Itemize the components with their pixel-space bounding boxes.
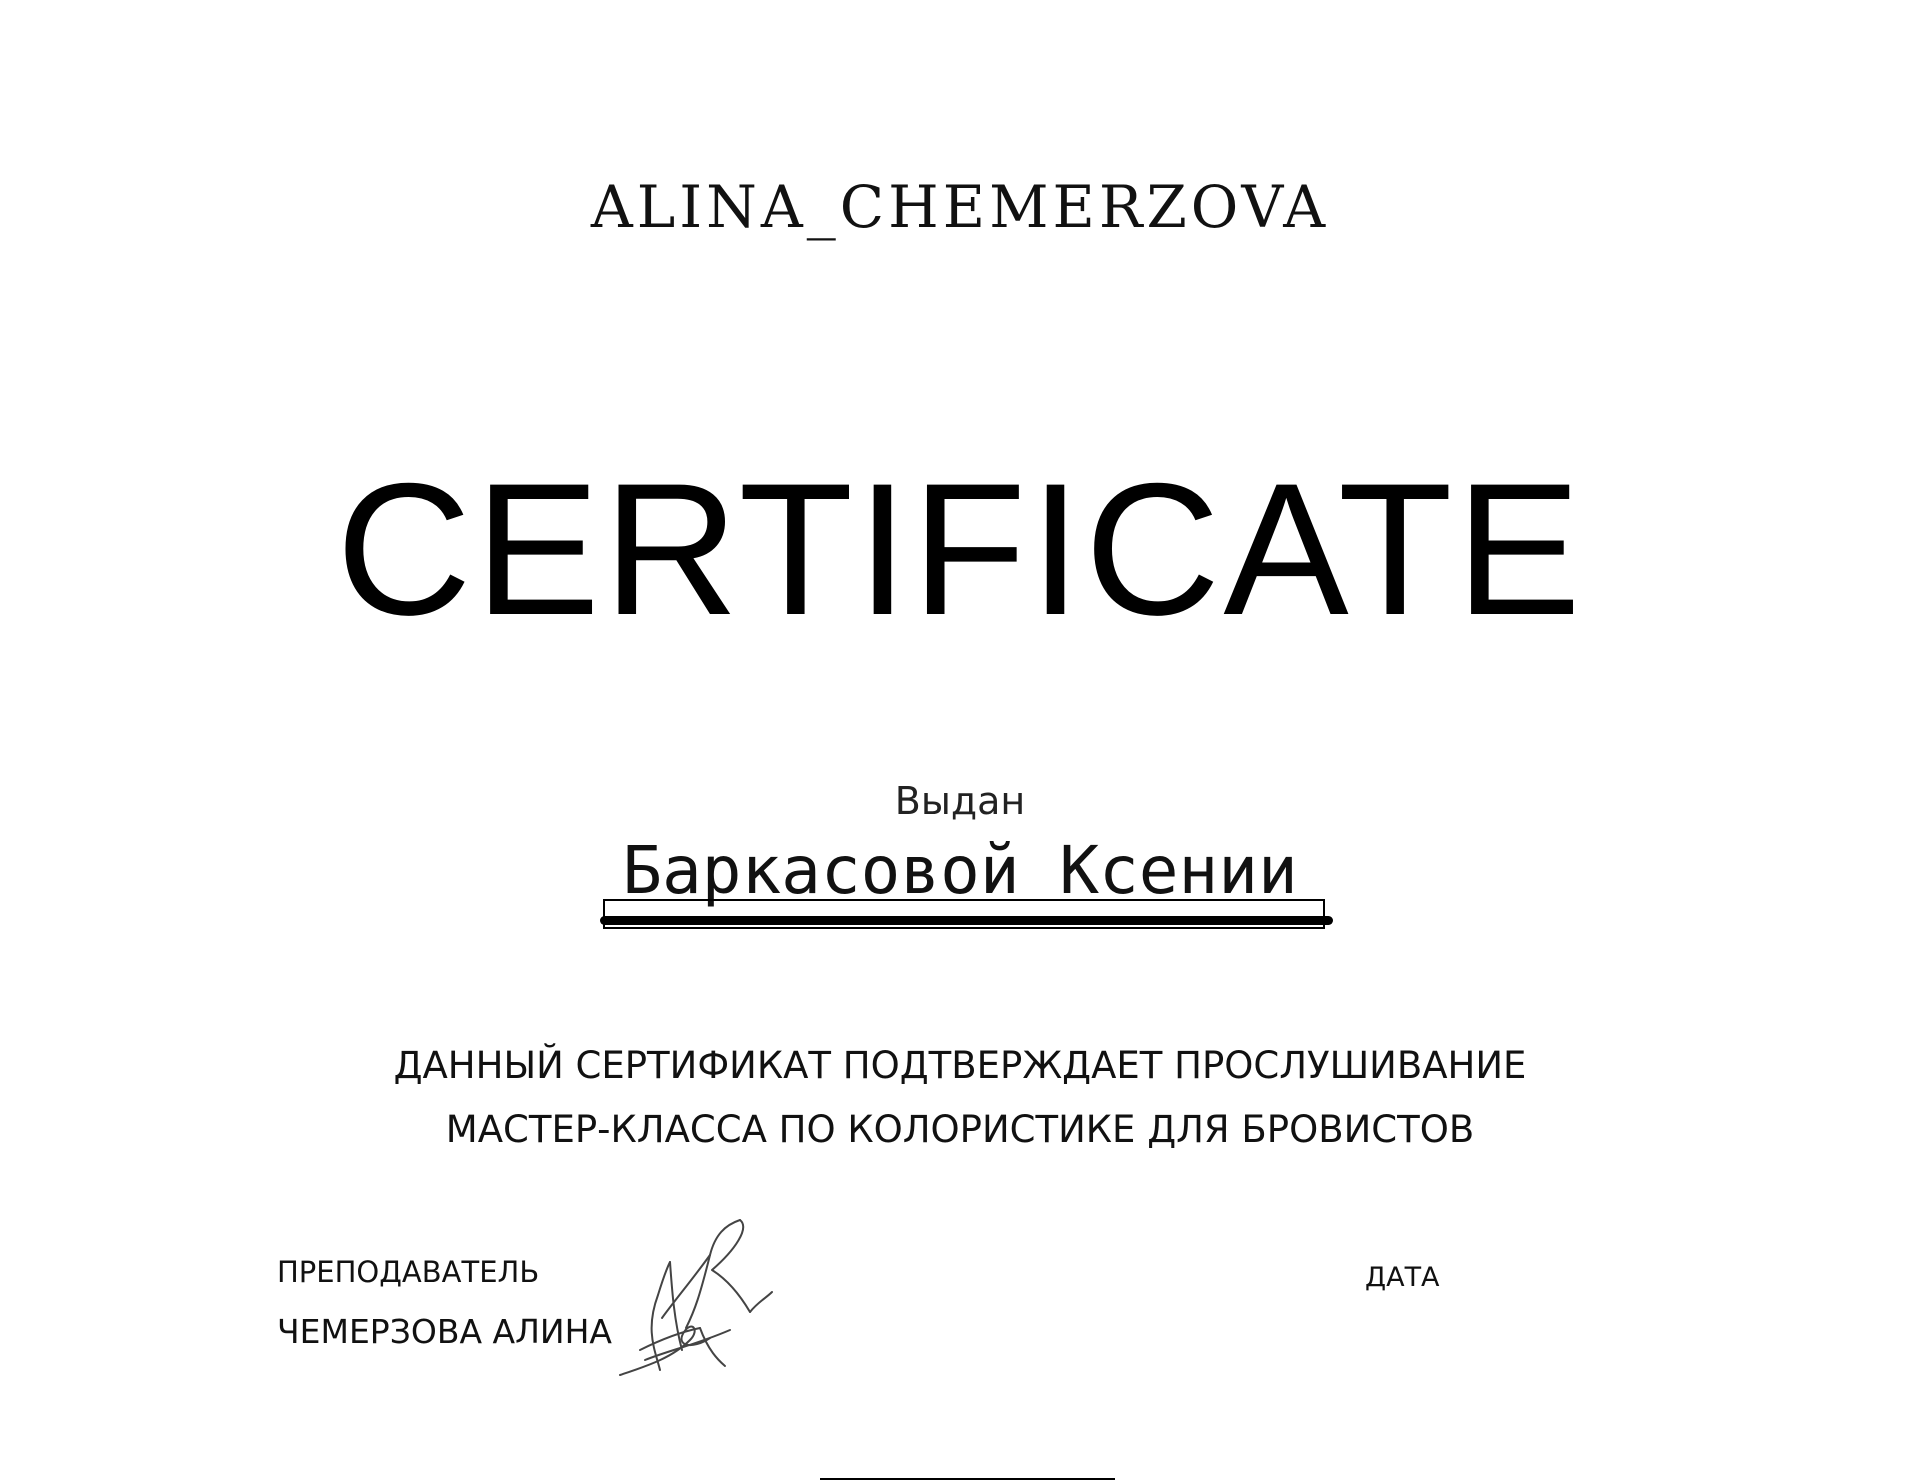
statement-line-2: МАСТЕР-КЛАССА ПО КОЛОРИСТИКЕ ДЛЯ БРОВИСТОВ (445, 1108, 1475, 1151)
recipient-underline (600, 916, 1333, 925)
signature-icon (600, 1200, 780, 1380)
teacher-name: ЧЕМЕРЗОВА АЛИНА (277, 1312, 612, 1351)
brand-name: ALINA_CHEMERZOVA (590, 173, 1330, 241)
issued-label: Выдан (894, 779, 1026, 823)
recipient-name: Баркасовой Ксении (622, 832, 1298, 909)
date-label: ДАТА (1365, 1262, 1440, 1293)
bottom-signature-line (820, 1478, 1115, 1480)
certificate-statement (0, 1034, 1920, 1162)
teacher-label: ПРЕПОДАВАТЕЛЬ (277, 1255, 540, 1289)
certificate-title: CERTIFICATE (335, 444, 1585, 654)
statement-line-1: ДАННЫЙ СЕРТИФИКАТ ПОДТВЕРЖДАЕТ ПРОСЛУШИВАНИЕ (393, 1044, 1527, 1087)
